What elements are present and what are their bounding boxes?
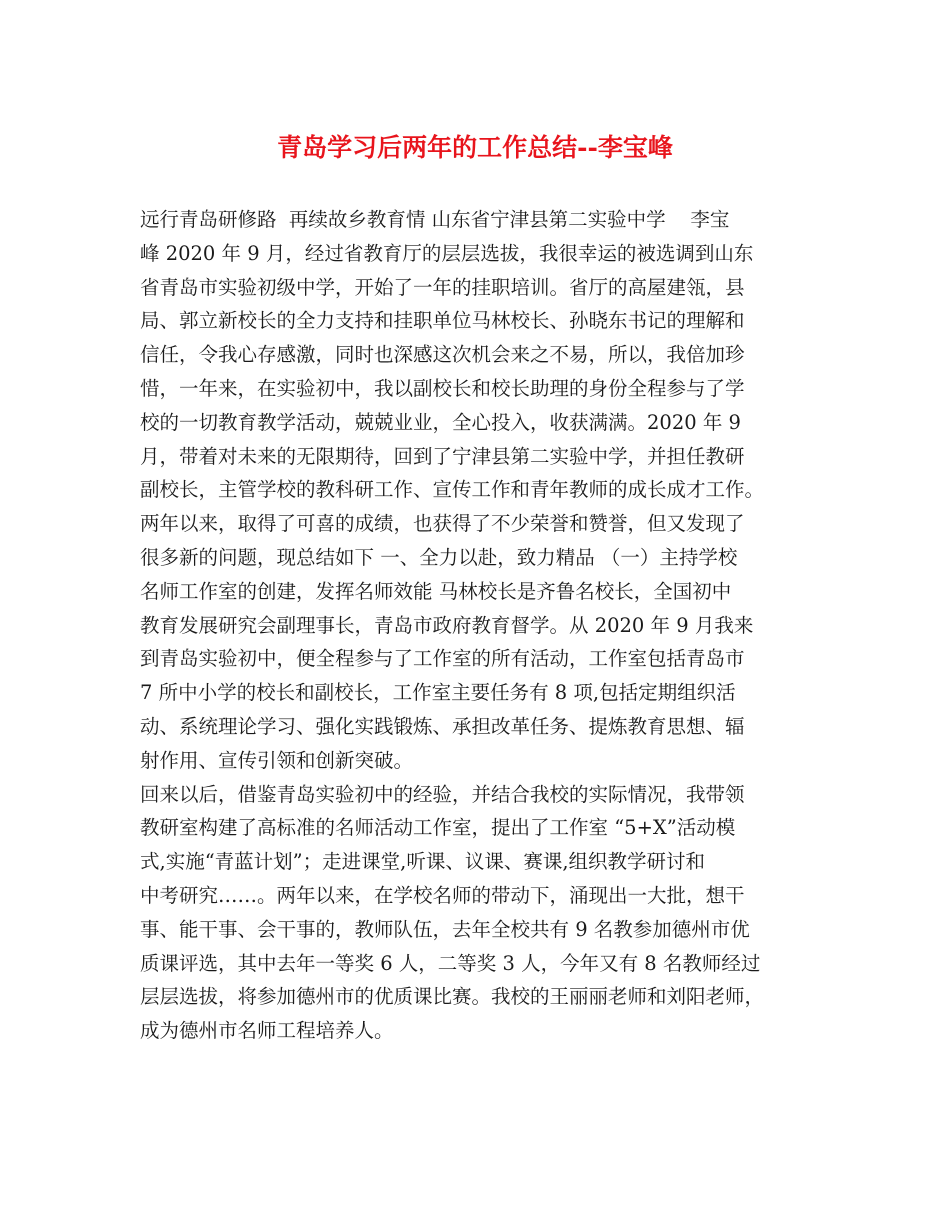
- body-line: 式,实施“青蓝计划”；走进课堂,听课、议课、赛课,组织教学研讨和: [140, 850, 706, 874]
- body-line: 省青岛市实验初级中学，开始了一年的挂职培训。省厅的高屋建瓴，县: [140, 275, 745, 299]
- body-line: 回来以后，借鉴青岛实验初中的经验，并结合我校的实际情况，我带领: [140, 782, 745, 806]
- body-line: 动、系统理论学习、强化实践锻炼、承担改革任务、提炼教育思想、辐: [140, 714, 745, 738]
- body-line: 峰 2020 年 9 月，经过省教育厅的层层选拔，我很幸运的被选调到山东: [140, 241, 754, 265]
- document-title: 青岛学习后两年的工作总结--李宝峰: [277, 133, 673, 162]
- body-line: 局、郭立新校长的全力支持和挂职单位马林校长、孙晓东书记的理解和: [140, 309, 745, 333]
- body-line: 教研室构建了高标准的名师活动工作室，提出了工作室 “5+X”活动模: [140, 816, 736, 840]
- body-line: 信任，令我心存感激，同时也深感这次机会来之不易，所以，我倍加珍: [140, 343, 745, 367]
- body-line: 层层选拔，将参加德州市的优质课比赛。我校的王丽丽老师和刘阳老师，: [140, 985, 765, 1009]
- body-line: 月，带着对未来的无限期待，回到了宁津县第二实验中学，并担任教研: [140, 444, 745, 468]
- body-line: 很多新的问题，现总结如下 一、全力以赴，致力精品 （一）主持学校: [140, 545, 738, 569]
- body-line: 事、能干事、会干事的，教师队伍，去年全校共有 9 名教参加德州市优: [140, 917, 750, 941]
- body-line: 校的一切教育教学活动，兢兢业业，全心投入，收获满满。2020 年 9: [140, 410, 741, 434]
- body-line: 惜，一年来，在实验初中，我以副校长和校长助理的身份全程参与了学: [140, 376, 745, 400]
- body-line: 到青岛实验初中，便全程参与了工作室的所有活动，工作室包括青岛市: [140, 647, 745, 671]
- body-line: 教育发展研究会副理事长，青岛市政府教育督学。从 2020 年 9 月我来: [140, 613, 754, 637]
- body-line: 7 所中小学的校长和副校长，工作室主要任务有 8 项,包括定期组织活: [140, 681, 736, 705]
- body-line: 射作用、宣传引领和创新突破。: [140, 748, 414, 772]
- body-line: 中考研究……。两年以来，在学校名师的带动下，涌现出一大批，想干: [140, 883, 745, 907]
- body-line: 副校长，主管学校的教科研工作、宣传工作和青年教师的成长成才工作。: [140, 478, 765, 502]
- body-line: 成为德州市名师工程培养人。: [140, 1019, 394, 1043]
- document-body: [140, 203, 830, 1048]
- body-line: 名师工作室的创建，发挥名师效能 马林校长是齐鲁名校长，全国初中: [140, 579, 732, 603]
- body-line: 两年以来，取得了可喜的成绩，也获得了不少荣誉和赞誉，但又发现了: [140, 512, 745, 536]
- body-line: 远行青岛研修路 再续故乡教育情 山东省宁津县第二实验中学 李宝: [140, 208, 730, 231]
- body-line: 质课评选，其中去年一等奖 6 人，二等奖 3 人，今年又有 8 名教师经过: [140, 951, 761, 975]
